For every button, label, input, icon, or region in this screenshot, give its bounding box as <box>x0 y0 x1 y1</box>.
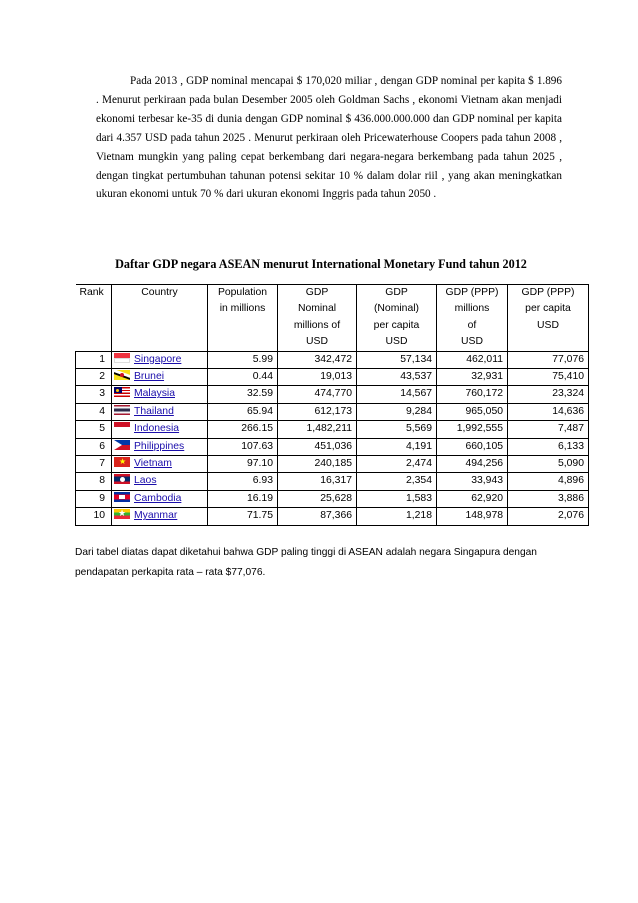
population-cell: 71.75 <box>208 508 278 525</box>
header-gdp-nominal: GDP <box>278 285 357 302</box>
country-cell <box>112 490 208 507</box>
gdp-ppp-pc-cell: 6,133 <box>508 438 589 455</box>
country-cell <box>112 473 208 490</box>
country-cell <box>112 403 208 420</box>
header-rank: Rank <box>76 285 112 302</box>
table-row <box>76 386 589 403</box>
table-row <box>76 456 589 473</box>
rank-cell: 4 <box>76 403 112 420</box>
gdp-nominal-cell: 1,482,211 <box>278 421 357 438</box>
rank-cell: 6 <box>76 438 112 455</box>
cambodia-flag-icon <box>114 492 130 502</box>
table-row <box>76 369 589 386</box>
gdp-ppp-cell: 462,011 <box>437 351 508 368</box>
country-cell <box>112 369 208 386</box>
vietnam-flag-icon: ★ <box>114 457 130 467</box>
gdp-nominal-cell: 342,472 <box>278 351 357 368</box>
header-gdp-nominal-pc: (Nominal) <box>357 301 437 317</box>
conclusion-note: Dari tabel diatas dapat diketahui bahwa GDP paling tinggi di ASEAN adalah negara Singapura dengan pendapatan perkapita rata – rata $77,076. <box>75 547 537 578</box>
country-link[interactable]: Philippines <box>134 440 185 452</box>
gdp-ppp-pc-cell: 23,324 <box>508 386 589 403</box>
population-cell: 65.94 <box>208 403 278 420</box>
population-cell: 97.10 <box>208 456 278 473</box>
gdp-ppp-cell: 1,992,555 <box>437 421 508 438</box>
gdp-ppp-pc-cell: 3,886 <box>508 490 589 507</box>
table-row <box>76 403 589 420</box>
asean-gdp-table <box>75 284 589 526</box>
header-gdp-ppp: GDP (PPP) <box>437 285 508 302</box>
header-gdp-nominal: Nominal <box>278 301 357 317</box>
gdp-ppp-pc-cell: 75,410 <box>508 369 589 386</box>
gdp-nominal-pc-cell: 14,567 <box>357 386 437 403</box>
country-link[interactable]: Malaysia <box>134 388 175 400</box>
table-row <box>76 351 589 368</box>
country-link[interactable]: Thailand <box>134 405 174 417</box>
header-population <box>208 318 278 334</box>
population-cell: 6.93 <box>208 473 278 490</box>
gdp-ppp-cell: 965,050 <box>437 403 508 420</box>
country-cell <box>112 508 208 525</box>
gdp-ppp-pc-cell: 4,896 <box>508 473 589 490</box>
gdp-ppp-cell: 32,931 <box>437 369 508 386</box>
header-gdp-ppp: of <box>437 318 508 334</box>
gdp-nominal-pc-cell: 2,474 <box>357 456 437 473</box>
country-cell <box>112 456 208 473</box>
gdp-nominal-cell: 451,036 <box>278 438 357 455</box>
table-row <box>76 473 589 490</box>
country-cell <box>112 386 208 403</box>
table-row <box>76 490 589 507</box>
country-link[interactable]: Vietnam <box>134 458 172 470</box>
header-gdp-nominal-pc: USD <box>357 334 437 351</box>
gdp-ppp-cell: 660,105 <box>437 438 508 455</box>
country-link[interactable]: Singapore <box>134 353 182 365</box>
gdp-nominal-pc-cell: 57,134 <box>357 351 437 368</box>
rank-cell: 2 <box>76 369 112 386</box>
gdp-ppp-cell: 760,172 <box>437 386 508 403</box>
gdp-nominal-pc-cell: 5,569 <box>357 421 437 438</box>
country-link[interactable]: Laos <box>134 475 157 487</box>
header-gdp-ppp: millions <box>437 301 508 317</box>
myanmar-flag-icon: ★ <box>114 509 130 519</box>
country-link[interactable]: Cambodia <box>134 492 182 504</box>
gdp-nominal-pc-cell: 9,284 <box>357 403 437 420</box>
rank-cell: 1 <box>76 351 112 368</box>
table-row <box>76 438 589 455</box>
gdp-ppp-cell: 33,943 <box>437 473 508 490</box>
gdp-nominal-cell: 612,173 <box>278 403 357 420</box>
gdp-ppp-cell: 62,920 <box>437 490 508 507</box>
header-population <box>208 334 278 351</box>
header-gdp-ppp: USD <box>437 334 508 351</box>
indonesia-flag-icon <box>114 422 130 432</box>
header-gdp-nominal: USD <box>278 334 357 351</box>
gdp-nominal-cell: 474,770 <box>278 386 357 403</box>
country-link[interactable]: Brunei <box>134 371 165 383</box>
gdp-nominal-cell: 87,366 <box>278 508 357 525</box>
philippines-flag-icon <box>114 440 130 450</box>
malaysia-flag-icon <box>114 387 130 397</box>
gdp-nominal-pc-cell: 43,537 <box>357 369 437 386</box>
gdp-ppp-pc-cell: 77,076 <box>508 351 589 368</box>
gdp-nominal-pc-cell: 4,191 <box>357 438 437 455</box>
rank-cell: 7 <box>76 456 112 473</box>
table-row <box>76 421 589 438</box>
gdp-nominal-cell: 25,628 <box>278 490 357 507</box>
header-gdp-ppp-pc: USD <box>508 318 589 334</box>
table-row <box>76 508 589 525</box>
country-cell <box>112 351 208 368</box>
singapore-flag-icon <box>114 353 130 363</box>
gdp-nominal-pc-cell: 2,354 <box>357 473 437 490</box>
table-title: Daftar GDP negara ASEAN menurut International Monetary Fund tahun 2012 <box>115 257 527 271</box>
population-cell: 266.15 <box>208 421 278 438</box>
gdp-ppp-cell: 494,256 <box>437 456 508 473</box>
gdp-ppp-pc-cell: 5,090 <box>508 456 589 473</box>
gdp-nominal-cell: 16,317 <box>278 473 357 490</box>
header-country: Country <box>112 285 208 302</box>
rank-cell: 10 <box>76 508 112 525</box>
header-gdp-ppp-pc: GDP (PPP) <box>508 285 589 302</box>
gdp-ppp-pc-cell: 2,076 <box>508 508 589 525</box>
population-cell: 107.63 <box>208 438 278 455</box>
rank-cell: 3 <box>76 386 112 403</box>
population-cell: 16.19 <box>208 490 278 507</box>
population-cell: 32.59 <box>208 386 278 403</box>
country-link[interactable]: Myanmar <box>134 510 178 522</box>
country-cell <box>112 438 208 455</box>
population-cell: 0.44 <box>208 369 278 386</box>
rank-cell: 9 <box>76 490 112 507</box>
gdp-ppp-pc-cell: 14,636 <box>508 403 589 420</box>
header-population: Population <box>208 285 278 302</box>
header-gdp-ppp-pc: per capita <box>508 301 589 317</box>
rank-cell: 8 <box>76 473 112 490</box>
header-gdp-nominal-pc: GDP <box>357 285 437 302</box>
header-gdp-nominal: millions of <box>278 318 357 334</box>
country-cell <box>112 421 208 438</box>
gdp-nominal-cell: 240,185 <box>278 456 357 473</box>
gdp-nominal-pc-cell: 1,218 <box>357 508 437 525</box>
population-cell: 5.99 <box>208 351 278 368</box>
thailand-flag-icon <box>114 405 130 415</box>
header-gdp-ppp-pc <box>508 334 589 351</box>
laos-flag-icon <box>114 474 130 484</box>
gdp-nominal-cell: 19,013 <box>278 369 357 386</box>
brunei-flag-icon <box>114 370 130 380</box>
gdp-nominal-pc-cell: 1,583 <box>357 490 437 507</box>
rank-cell: 5 <box>76 421 112 438</box>
header-row <box>76 285 589 302</box>
header-population: in millions <box>208 301 278 317</box>
gdp-ppp-pc-cell: 7,487 <box>508 421 589 438</box>
country-link[interactable]: Indonesia <box>134 423 180 435</box>
gdp-ppp-cell: 148,978 <box>437 508 508 525</box>
header-gdp-nominal-pc: per capita <box>357 318 437 334</box>
intro-paragraph: Pada 2013 , GDP nominal mencapai $ 170,020 miliar , dengan GDP nominal per kapita $ 1.896 . Menurut perkiraan pada bulan Desember 2005 oleh Goldman Sachs , ekonomi Vietnam akan menjadi ekonomi terbesar ke-35 di dunia dengan GDP nominal $ 436.000.000.000 dan GDP nominal per kapita dari 4.357 USD pada tahun 2025 . Menurut perkiraan oleh Pricewaterhouse Coopers pada tahun 2008 , Vietnam mungkin yang paling cepat berkembang dari negara-negara berkembang pada tahun 2025 , dengan tingkat pertumbuhan tahunan potensi sekitar 10 % dalam dolar riil , yang akan meningkatkan ukuran ekonomi untuk 70 % dari ukuran ekonomi Inggris pada tahun 2050 . <box>96 75 562 201</box>
